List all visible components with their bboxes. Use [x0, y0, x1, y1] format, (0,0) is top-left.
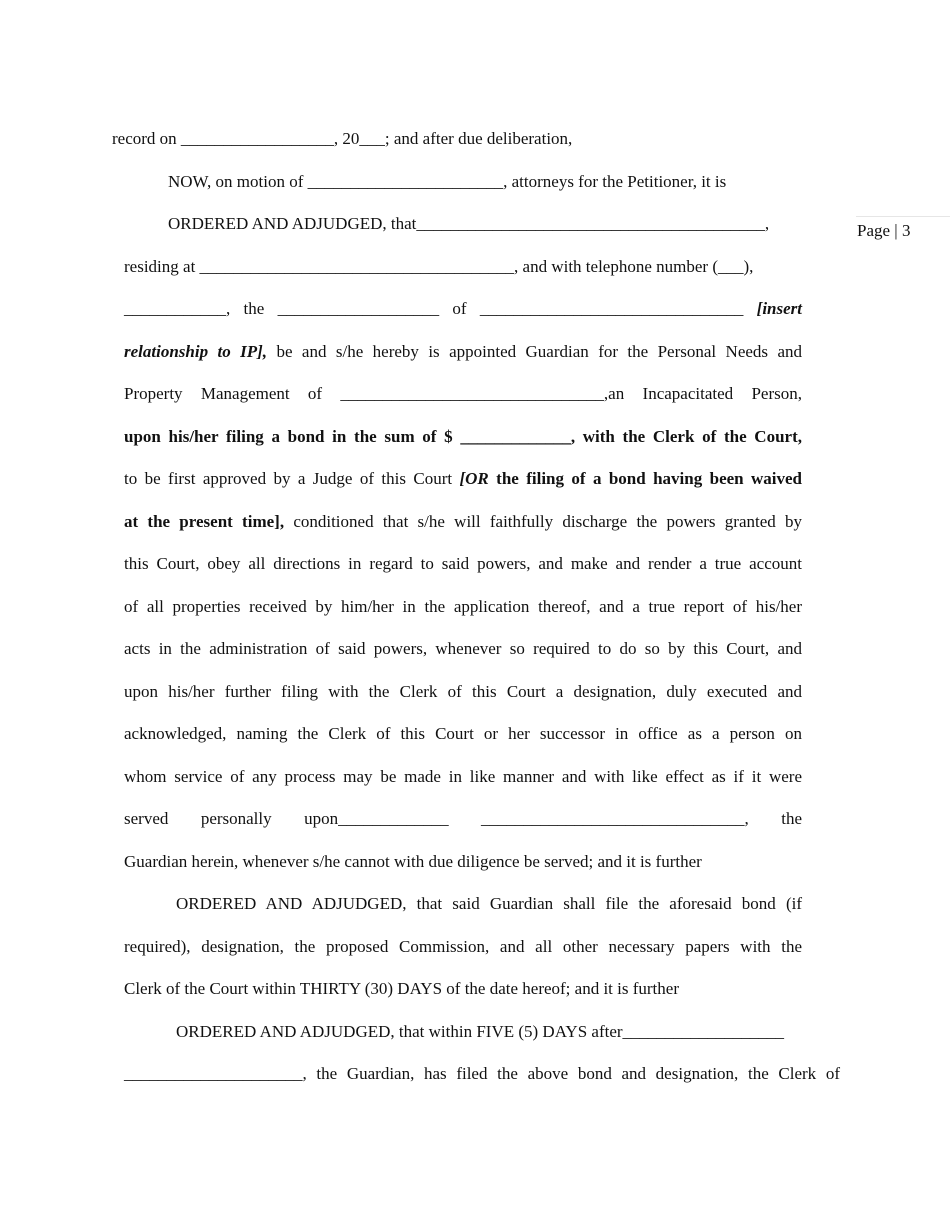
text-line [124, 724, 802, 744]
text-line [168, 172, 726, 192]
text-segment: Property Management of _______________________________,an Incapacitated Person, [124, 384, 802, 403]
header-rule [856, 216, 950, 217]
text-line [124, 299, 802, 319]
page-number: Page | 3 [857, 221, 911, 240]
text-line [124, 639, 802, 659]
text-segment: Guardian herein, whenever s/he cannot with due diligence be served; and it is further [124, 852, 702, 871]
text-line [124, 767, 802, 787]
text-line [124, 852, 702, 872]
text-segment: acts in the administration of said powers, whenever so required to do so by this Court, and [124, 639, 802, 658]
text-segment: at the present time], [124, 512, 285, 531]
text-segment: conditioned that s/he will faithfully discharge the powers granted by [284, 512, 803, 531]
text-segment: ____________, the ___________________ of _______________________________ [124, 299, 757, 318]
text-segment: acknowledged, naming the Clerk of this Court or her successor in office as a person on [124, 724, 802, 743]
text-segment: upon his/her further filing with the Clerk of this Court a designation, duly executed and [124, 682, 802, 701]
text-segment: relationship to IP], [124, 342, 268, 361]
text-segment: served personally upon_____________ _______________________________, the [124, 809, 802, 828]
text-segment: ORDERED AND ADJUDGED, that said Guardian shall file the aforesaid bond (if [176, 894, 802, 913]
text-line [112, 129, 572, 149]
text-line [124, 809, 802, 829]
text-segment: residing at _____________________________________, and with telephone number (___), [124, 257, 754, 276]
text-line [124, 469, 802, 489]
text-segment: ORDERED AND ADJUDGED, that_________________________________________, [168, 214, 770, 233]
text-segment: to be first approved by a Judge of this Court [124, 469, 460, 488]
text-line [124, 682, 802, 702]
text-line [176, 894, 802, 914]
text-line [124, 979, 679, 999]
text-segment: whom service of any process may be made in like manner and with like effect as if it were [124, 767, 802, 786]
text-segment: NOW, on motion of _______________________, attorneys for the Petitioner, it is [168, 172, 727, 191]
text-segment: upon his/her filing a bond in the sum of $ _____________, with the Clerk of the Court, [124, 427, 802, 446]
text-segment: [insert [756, 299, 802, 318]
text-segment: of all properties received by him/her in the application thereof, and a true report of his/her [124, 597, 802, 616]
text-segment: ORDERED AND ADJUDGED, that within FIVE (5) DAYS after___________________ [176, 1022, 785, 1041]
text-segment: Clerk of the Court within THIRTY (30) DAYS of the date hereof; and it is further [124, 979, 679, 998]
text-line [124, 937, 802, 957]
text-line [124, 342, 802, 362]
text-segment: the filing of a bond having been waived [488, 469, 803, 488]
text-segment: [OR [459, 469, 489, 488]
text-line [124, 427, 802, 447]
text-segment: this Court, obey all directions in regard to said powers, and make and render a true account [124, 554, 802, 573]
text-segment: be and s/he hereby is appointed Guardian for the Personal Needs and [267, 342, 802, 361]
text-line [124, 554, 802, 574]
text-line [124, 1064, 840, 1084]
text-segment: record on __________________, 20___; and after due deliberation, [112, 129, 573, 148]
text-line [124, 597, 802, 617]
text-line [168, 214, 769, 234]
text-line [176, 1022, 784, 1042]
text-line [124, 512, 802, 532]
text-line [124, 384, 802, 404]
text-segment: _____________________, the Guardian, has filed the above bond and designation, the Clerk of [124, 1064, 840, 1083]
text-line [124, 257, 753, 277]
text-segment: required), designation, the proposed Commission, and all other necessary papers with the [124, 937, 802, 956]
